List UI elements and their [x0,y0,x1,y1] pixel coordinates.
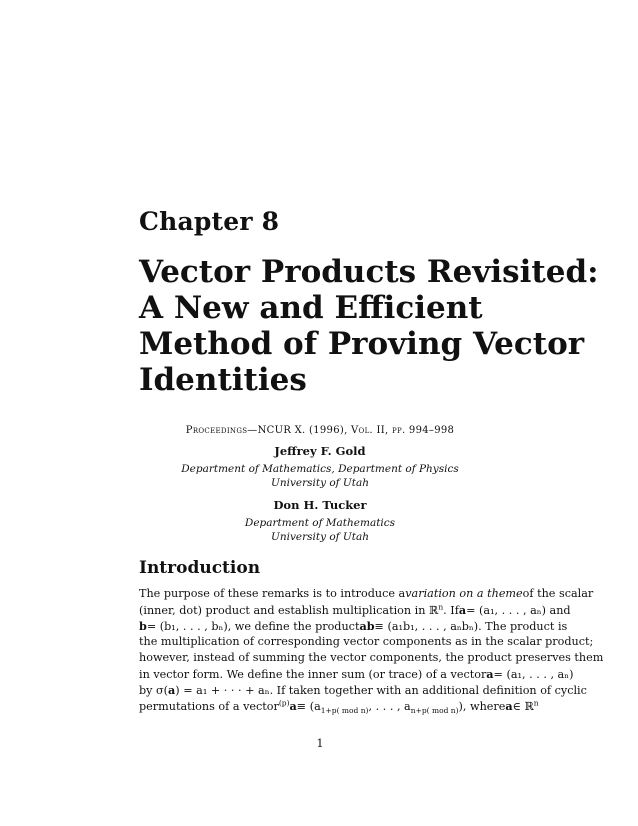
text-run: . If [443,604,459,617]
text-run [139,618,567,634]
paragraph-line [139,650,604,666]
text-run: the multiplication of corresponding vector components as in the scalar product; [139,635,594,648]
page-number: 1 [316,737,324,750]
text-run: ) = a₁ + · · · + aₙ. If taken together with an additional definition of cyclic [175,684,587,697]
vector-symbol: a [458,603,467,617]
text-run: The purpose of these remarks is to introduce a [139,587,406,600]
text-run: of the scalar [522,587,594,600]
subscript: n+p( mod n) [410,706,459,716]
section-heading: Introduction [139,558,261,578]
paragraph-line [139,586,594,602]
vector-symbol: ab [359,619,375,633]
subscript: 1+p( mod n) [320,706,369,716]
vector-symbol: a [289,699,297,713]
vector-symbol: a [168,683,176,697]
text-run: = (b₁, . . . , bₙ), we define the product [146,620,360,633]
author-name: Jeffrey F. Gold [274,444,366,458]
paragraph-line [139,634,594,650]
text-run: ∈ ℝ [512,700,534,713]
author-name: Don H. Tucker [273,498,367,512]
text-run: ≡ (a₁b₁, . . . , aₙbₙ). The product is [374,620,568,633]
chapter-title [139,254,599,398]
affiliation-line: University of Utah [270,531,369,543]
text-run: = (a₁, . . . , aₙ) [493,668,574,681]
author-affiliation [139,516,501,544]
text-run: (inner, dot) product and establish multiplication in ℝ [139,604,439,617]
title-line: Method of Proving Vector [139,326,585,362]
title-line: Identities [139,362,307,398]
superscript: n [533,698,539,708]
paragraph-line [139,666,574,682]
text-run [139,682,587,698]
author-affiliation [139,462,501,490]
title-line: Vector Products Revisited: [139,254,599,290]
superscript: (p) [278,698,290,708]
chapter-label: Chapter 8 [139,207,280,236]
text-run: ), where [458,700,506,713]
text-run: = (a₁, . . . , aₙ) and [466,604,571,617]
proceedings-citation: Proceedings—NCUR X. (1996), Vol. II, pp. 994–998 [185,425,455,436]
paragraph-line [139,618,568,634]
paragraph-line [139,698,539,716]
text-run: by σ( [139,684,169,697]
paragraph-line [139,682,587,698]
text-run: permutations of a vector [139,700,279,713]
text-run [139,666,573,682]
vector-symbol: b [139,619,147,633]
text-run: however, instead of summing the vector components, the product preserves them [139,651,604,664]
vector-symbol: a [505,699,513,713]
affiliation-line: Department of Mathematics [244,517,396,529]
affiliation-line: Department of Mathematics, Department of Physics [181,463,459,475]
text-run [139,698,539,714]
text-run [139,586,593,602]
text-run: in vector form. We define the inner sum (or trace) of a vector [139,668,487,681]
body-paragraph [139,586,604,716]
title-line: A New and Efficient [139,290,483,326]
emphasis: variation on a theme [405,587,523,600]
superscript: n [438,602,444,612]
text-run: ≡ (a [296,700,321,713]
affiliation-line: University of Utah [270,477,369,489]
paragraph-line [139,602,571,618]
text-run: , . . . , a [368,700,411,713]
vector-symbol: a [486,667,494,681]
text-run [139,602,571,618]
